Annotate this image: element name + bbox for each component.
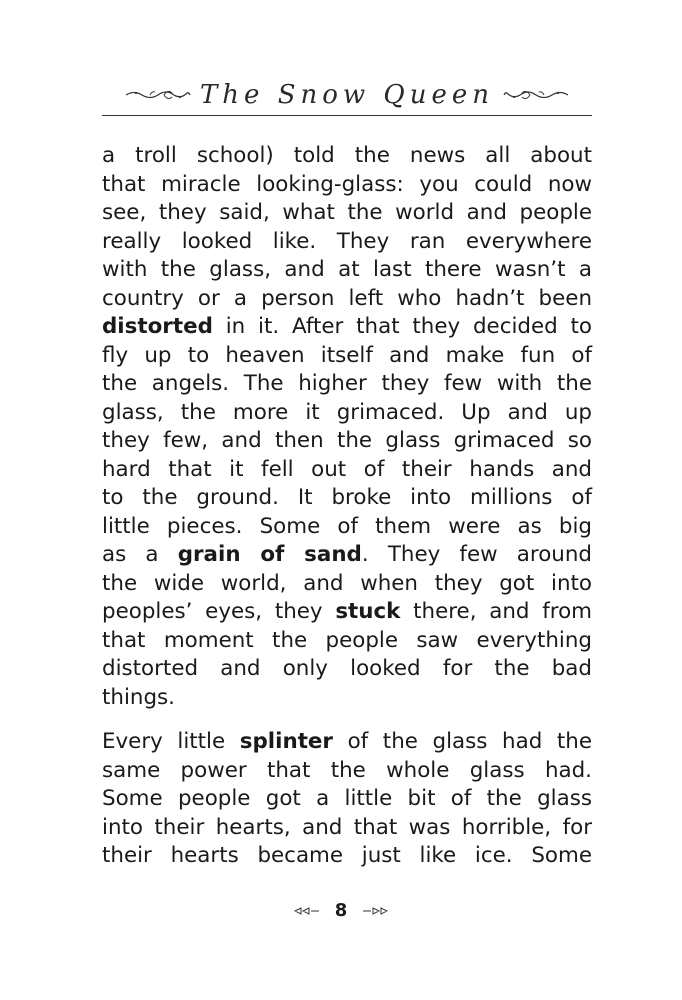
text-span: with the glass, and at last there wasn’t a	[102, 257, 592, 282]
text-line	[102, 256, 592, 285]
bold-term: grain of sand	[177, 542, 362, 567]
text-span: their hearts became just like ice. Some	[102, 843, 592, 868]
text-span: really looked like. They ran everywhere	[102, 228, 592, 254]
text-line	[102, 513, 592, 542]
text-span: they few, and then the glass grimaced so	[102, 428, 592, 453]
text-span: . They few around	[361, 542, 592, 567]
bold-term: splinter	[239, 729, 333, 754]
text-span: that miracle looking-glass: you could now	[102, 171, 592, 197]
text-span: glass, the more it grimaced. Up and up	[102, 399, 592, 425]
running-header	[102, 78, 592, 116]
text-line	[102, 228, 592, 257]
bold-term: stuck	[335, 599, 401, 624]
book-title: The Snow Queen	[199, 80, 495, 110]
text-span: country or a person left who hadn’t been	[102, 285, 592, 311]
text-line	[102, 171, 592, 200]
text-span: in it. After that they decided to	[212, 314, 592, 339]
text-line	[102, 684, 592, 713]
page-footer	[0, 900, 682, 921]
text-span: that moment the people saw everything	[102, 627, 592, 653]
right-flourish-icon	[502, 86, 570, 104]
text-line	[102, 342, 592, 371]
text-line	[102, 541, 592, 570]
text-line	[102, 814, 592, 843]
text-line	[102, 456, 592, 485]
text-span: things.	[102, 684, 175, 710]
text-span: as a	[102, 542, 178, 567]
text-line	[102, 370, 592, 399]
text-line	[102, 199, 592, 228]
text-span: peoples’ eyes, they	[102, 599, 336, 624]
text-line	[102, 728, 592, 757]
text-span: there, and from	[400, 599, 592, 624]
text-span: a troll school) told the news all about	[102, 143, 592, 168]
text-span: the wide world, and when they got into	[102, 570, 592, 596]
text-span: Every little	[102, 729, 240, 754]
bold-term: distorted	[102, 314, 213, 339]
text-line	[102, 842, 592, 871]
text-line	[102, 598, 592, 627]
text-line	[102, 484, 592, 513]
text-line	[102, 427, 592, 456]
text-line	[102, 285, 592, 314]
text-line	[102, 785, 592, 814]
text-span: same power that the whole glass had.	[102, 757, 592, 783]
text-span: the angels. The higher they few with the	[102, 371, 592, 396]
text-line	[102, 142, 592, 171]
page-number: 8	[334, 900, 348, 921]
text-span: into their hearts, and that was horrible, for	[102, 814, 592, 840]
footer-ornament-left-icon	[294, 906, 320, 916]
text-line	[102, 627, 592, 656]
left-flourish-icon	[124, 86, 192, 104]
header-rule	[102, 115, 592, 116]
text-span: to the ground. It broke into millions of	[102, 485, 592, 510]
text-line	[102, 655, 592, 684]
text-span: little pieces. Some of them were as big	[102, 513, 592, 539]
text-line	[102, 399, 592, 428]
footer-ornament-right-icon	[362, 906, 388, 916]
text-span: Some people got a little bit of the glass	[102, 786, 592, 811]
text-span: fly up to heaven itself and make fun of	[102, 342, 592, 368]
text-line	[102, 757, 592, 786]
body-text	[102, 142, 592, 871]
text-line	[102, 313, 592, 342]
text-line	[102, 570, 592, 599]
text-span: of the glass had the	[332, 729, 592, 754]
text-span: distorted and only looked for the bad	[102, 656, 592, 681]
text-span: see, they said, what the world and people	[102, 200, 592, 225]
text-span: hard that it fell out of their hands and	[102, 456, 592, 482]
